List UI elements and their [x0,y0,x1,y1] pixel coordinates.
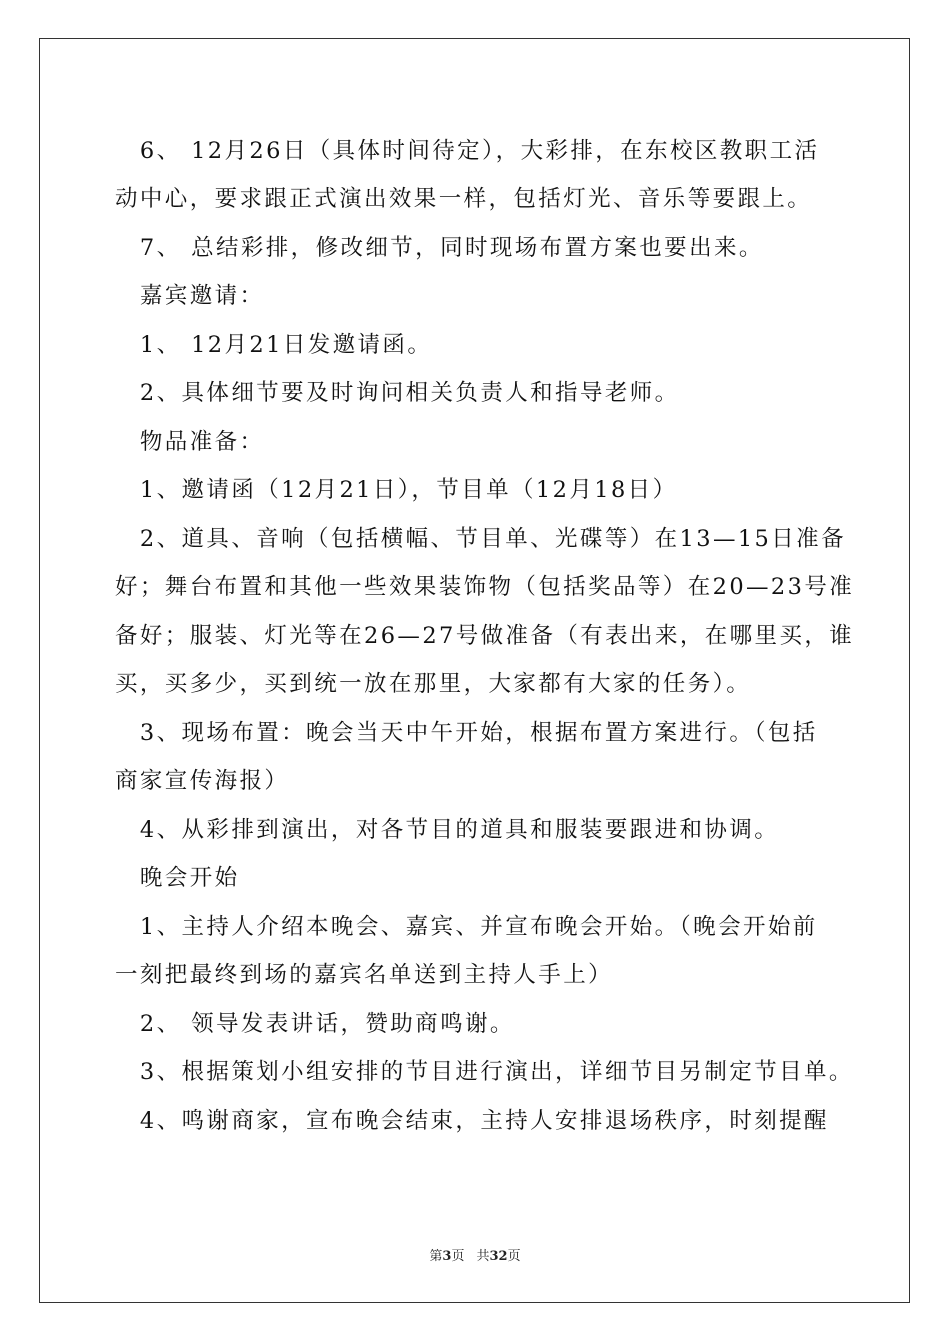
text-line: 2、道具、音响（包括横幅、节目单、光碟等）在13—15日准备 [115,526,846,552]
text-line: 备好；服装、灯光等在26—27号做准备（有表出来，在哪里买，谁 [115,623,855,649]
text-line: 2、具体细节要及时询问相关负责人和指导老师。 [115,380,680,406]
text-line: 3、现场布置：晚会当天中午开始，根据布置方案进行。（包括 [115,720,818,746]
text-line: 1、邀请函（12月21日），节目单（12月18日） [115,477,678,503]
total-prefix: 共 [476,1249,490,1264]
text-line: 7、 总结彩排，修改细节，同时现场布置方案也要出来。 [115,235,764,261]
page-footer [0,1248,950,1266]
text-line: 6、 12月26日（具体时间待定），大彩排，在东校区教职工活 [115,138,820,164]
section-heading-gala-start: 晚会开始 [115,865,240,891]
text-line: 2、 领导发表讲话，赞助商鸣谢。 [115,1011,515,1037]
text-line: 一刻把最终到场的嘉宾名单送到主持人手上） [115,962,614,988]
total-suffix: 页 [507,1249,521,1264]
page-prefix: 第 [429,1249,443,1264]
text-line: 1、 12月21日发邀请函。 [115,332,433,358]
text-line: 1、主持人介绍本晚会、嘉宾、并宣布晚会开始。（晚会开始前 [115,914,818,940]
text-line: 4、鸣谢商家，宣布晚会结束，主持人安排退场秩序，时刻提醒 [115,1108,829,1134]
text-line: 4、从彩排到演出，对各节目的道具和服装要跟进和协调。 [115,817,780,843]
page-suffix: 页 [451,1249,465,1264]
section-heading-guest-invitation: 嘉宾邀请： [115,283,265,309]
section-heading-supplies: 物品准备： [115,429,265,455]
page-number: 3 [442,1249,452,1264]
text-line: 动中心，要求跟正式演出效果一样，包括灯光、音乐等要跟上。 [115,186,813,212]
text-line: 买，买多少，买到统一放在那里，大家都有大家的任务）。 [115,671,752,697]
total-pages: 32 [489,1249,508,1264]
text-line: 3、根据策划小组安排的节目进行演出，详细节目另制定节目单。 [115,1059,854,1085]
text-line: 商家宣传海报） [115,768,290,794]
text-line: 好；舞台布置和其他一些效果装饰物（包括奖品等）在20—23号准 [115,574,855,600]
